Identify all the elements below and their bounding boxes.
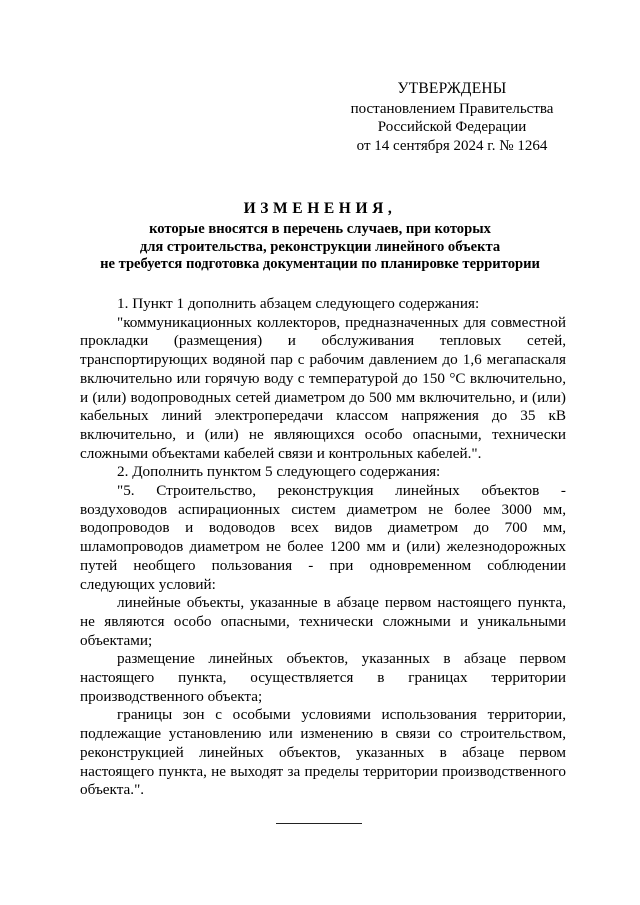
approval-line: от 14 сентября 2024 г. № 1264 <box>356 137 548 154</box>
paragraph-item-1: 1. Пункт 1 дополнить абзацем следующего содержания: <box>117 295 480 312</box>
subtitle-line: для строительства, реконструкции линейного объекта <box>139 238 501 255</box>
document-subtitle <box>60 221 580 274</box>
end-divider <box>276 823 362 824</box>
paragraph-quote-2: "5. Строительство, реконструкция линейных объектов - воздуховодов аспирационных систем диаметром не более 3000 мм, водопроводов и водоводов всех видов диаметром до 700 мм, шламопроводов диаметром не более 1200 мм и (или) железнодорожных путей необщего пользования - при одновременном соблюдении следующих условий: <box>80 482 566 593</box>
approval-line: постановлением Правительства <box>350 100 554 117</box>
paragraph-condition-2: размещение линейных объектов, указанных в абзаце первом настоящего пункта, осуществляется в границах территории производственного объекта; <box>80 650 566 705</box>
approval-block <box>346 80 558 155</box>
approval-line: Российской Федерации <box>377 119 527 136</box>
paragraph-item-2: 2. Дополнить пунктом 5 следующего содержания: <box>117 463 441 481</box>
subtitle-line: не требуется подготовка документации по планировке территории <box>100 256 540 272</box>
document-title: ИЗМЕНЕНИЯ, <box>243 200 397 217</box>
document-body <box>80 295 566 800</box>
subtitle-line: которые вносятся в перечень случаев, при которых <box>149 221 491 237</box>
approval-heading: УТВЕРЖДЕНЫ <box>397 80 507 97</box>
paragraph-quote-1: "коммуникационных коллекторов, предназначенных для совместной прокладки (размещения) и обслуживания тепловых сетей, транспортирующих водяной пар с рабочим давлением до 1,6 мегапаскаля включительно или горячую воду с температурой до 150 °С включительно, и (или) водопроводных сетей диаметром до 500 мм включительно, и (или) кабельных линий электропередачи классом напряжения до 35 кВ включительно, и (или) не являющихся особо опасными, технически сложными объектами кабелей связи и контрольных кабелей.". <box>80 313 566 462</box>
paragraph-condition-3: границы зон с особыми условиями использования территории, подлежащие установлению или изменению в связи со строительством, реконструкцией линейных объектов, указанных в абзаце первом настоящего пункта, не выходят за пределы территории производственного объекта.". <box>80 706 566 799</box>
paragraph-condition-1: линейные объекты, указанные в абзаце первом настоящего пункта, не являются особо опасными, технически сложными и уникальными объектами; <box>80 594 566 649</box>
